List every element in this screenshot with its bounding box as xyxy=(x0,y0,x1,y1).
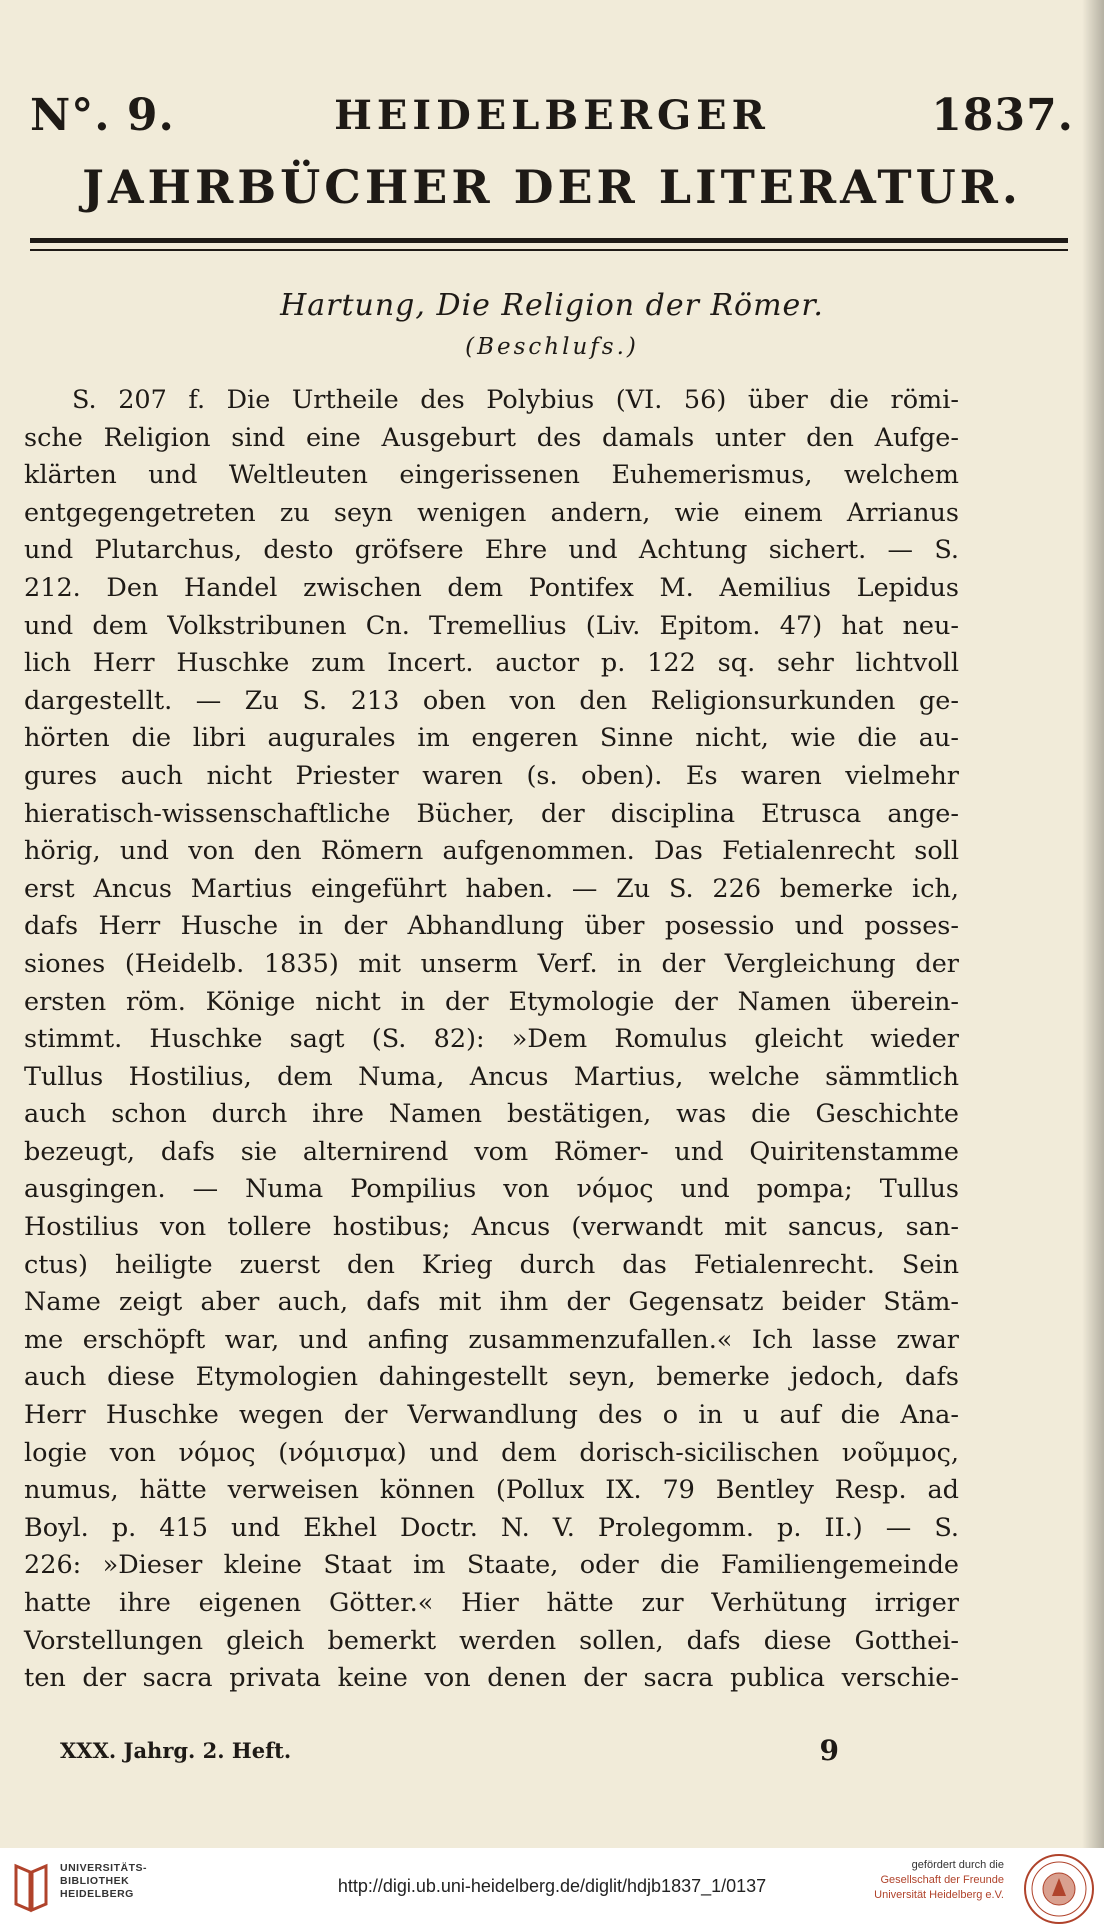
text-line: siones (Heidelb. 1835) mit unserm Verf. in der Vergleichung der xyxy=(24,948,959,979)
text-line: gures auch nicht Priester waren (s. oben). Es waren vielmehr xyxy=(24,760,959,791)
text-line: und dem Volkstribunen Cn. Tremellius (Liv. Epitom. 47) hat neu- xyxy=(24,610,959,641)
text-line: logie von νόμος (νόμισμα) und dem dorisch-sicilischen νοῦμμος, xyxy=(24,1437,959,1468)
text-line: sche Religion sind eine Ausgeburt des damals unter den Aufge- xyxy=(24,422,959,453)
text-line: auch diese Etymologien dahingestellt seyn, bemerke jedoch, dafs xyxy=(24,1362,959,1393)
issue-number: N°. 9. xyxy=(30,90,175,141)
text-line: ten der sacra privata keine von denen der sacra publica verschie- xyxy=(24,1663,959,1694)
text-line: und Plutarchus, desto gröfsere Ehre und Achtung sichert. — S. xyxy=(24,535,959,566)
text-line: hatte ihre eigenen Götter.« Hier hätte zur Verhütung irriger xyxy=(24,1588,959,1618)
text-line: hieratisch-wissenschaftliche Bücher, der disciplina Etrusca ange- xyxy=(24,798,959,829)
library-line: BIBLIOTHEK xyxy=(60,1875,130,1887)
text-line: ersten röm. Könige nicht in der Etymologie der Namen überein- xyxy=(24,986,959,1017)
masthead xyxy=(30,90,1074,160)
text-line: auch schon durch ihre Namen bestätigen, was die Geschichte xyxy=(24,1099,959,1130)
text-line: 226: »Dieser kleine Staat im Staate, oder die Familiengemeinde xyxy=(24,1550,959,1581)
text-line: S. 207 f. Die Urtheile des Polybius (VI. 56) über die römi- xyxy=(72,385,959,415)
sponsor-note xyxy=(874,1858,1004,1903)
text-line: Boyl. p. 415 und Ekhel Doctr. N. V. Prolegomm. p. II.) — S. xyxy=(24,1512,959,1543)
digitization-bar xyxy=(0,1848,1104,1929)
journal-name: HEIDELBERGER xyxy=(334,92,770,139)
university-seal-icon xyxy=(1022,1852,1096,1926)
text-line: hörten die libri augurales im engeren Sinne nicht, wie die au- xyxy=(24,723,959,754)
issue-year: 1837. xyxy=(931,90,1074,141)
sponsor-org: Universität Heidelberg e.V. xyxy=(874,1889,1004,1901)
library-line: UNIVERSITÄTS- xyxy=(60,1862,148,1874)
page-footer xyxy=(60,1734,839,1774)
library-line: HEIDELBERG xyxy=(60,1888,134,1900)
text-line: ausgingen. — Numa Pompilius von νόμος und pompa; Tullus xyxy=(24,1174,959,1205)
journal-title: JAHRBÜCHER DER LITERATUR. xyxy=(82,160,1022,214)
text-line: 212. Den Handel zwischen dem Pontifex M. Aemilius Lepidus xyxy=(24,572,959,603)
sheet-number: 9 xyxy=(819,1734,839,1767)
text-line: stimmt. Huschke sagt (S. 82): »Dem Romulus gleicht wieder xyxy=(24,1024,959,1055)
article-title: Hartung, Die Religion der Römer. xyxy=(280,288,824,323)
text-line: dafs Herr Husche in der Abhandlung über posessio und posses- xyxy=(24,911,959,942)
title-rule-thin xyxy=(30,249,1068,251)
text-line: dargestellt. — Zu S. 213 oben von den Religionsurkunden ge- xyxy=(24,685,959,716)
text-line: klärten und Weltleuten eingerissenen Euhemerismus, welchem xyxy=(24,460,959,491)
sponsor-by: gefördert durch die xyxy=(911,1859,1004,1871)
source-url-link[interactable]: http://digi.ub.uni-heidelberg.de/diglit/hdjb1837_1/0137 xyxy=(337,1876,767,1896)
text-line: Tullus Hostilius, dem Numa, Ancus Martius, welche sämmtlich xyxy=(24,1061,959,1092)
text-line: me erschöpft war, und anfing zusammenzufallen.« Ich lasse zwar xyxy=(24,1324,959,1355)
text-line: Herr Huschke wegen der Verwandlung des o in u auf die Ana- xyxy=(24,1400,959,1431)
text-line: Vorstellungen gleich bemerkt werden sollen, dafs diese Gotthei- xyxy=(24,1625,959,1656)
text-line: ctus) heiligte zuerst den Krieg durch das Fetialenrecht. Sein xyxy=(24,1249,959,1280)
text-line: entgegengetreten zu seyn wenigen andern, wie einem Arrianus xyxy=(24,497,959,528)
signature-mark: XXX. Jahrg. 2. Heft. xyxy=(60,1738,292,1763)
title-rule-thick xyxy=(30,238,1068,243)
text-line: numus, hätte verweisen können (Pollux IX. 79 Bentley Resp. ad xyxy=(24,1475,959,1506)
text-line: bezeugt, dafs sie alternirend vom Römer- und Quiritenstamme xyxy=(24,1136,959,1167)
sponsor-org: Gesellschaft der Freunde xyxy=(880,1874,1004,1886)
text-line: lich Herr Huschke zum Incert. auctor p. 122 sq. sehr lichtvoll xyxy=(24,648,959,679)
text-line: hörig, und von den Römern aufgenommen. Das Fetialenrecht soll xyxy=(24,836,959,867)
text-line: Name zeigt aber auch, dafs mit ihm der Gegensatz beider Stäm- xyxy=(24,1287,959,1318)
article-body xyxy=(24,382,959,1698)
text-line: erst Ancus Martius eingeführt haben. — Zu S. 226 bemerke ich, xyxy=(24,873,959,904)
article-subtitle: (Beschlufs.) xyxy=(465,334,639,360)
text-line: Hostilius von tollere hostibus; Ancus (verwandt mit sancus, san- xyxy=(24,1212,959,1243)
